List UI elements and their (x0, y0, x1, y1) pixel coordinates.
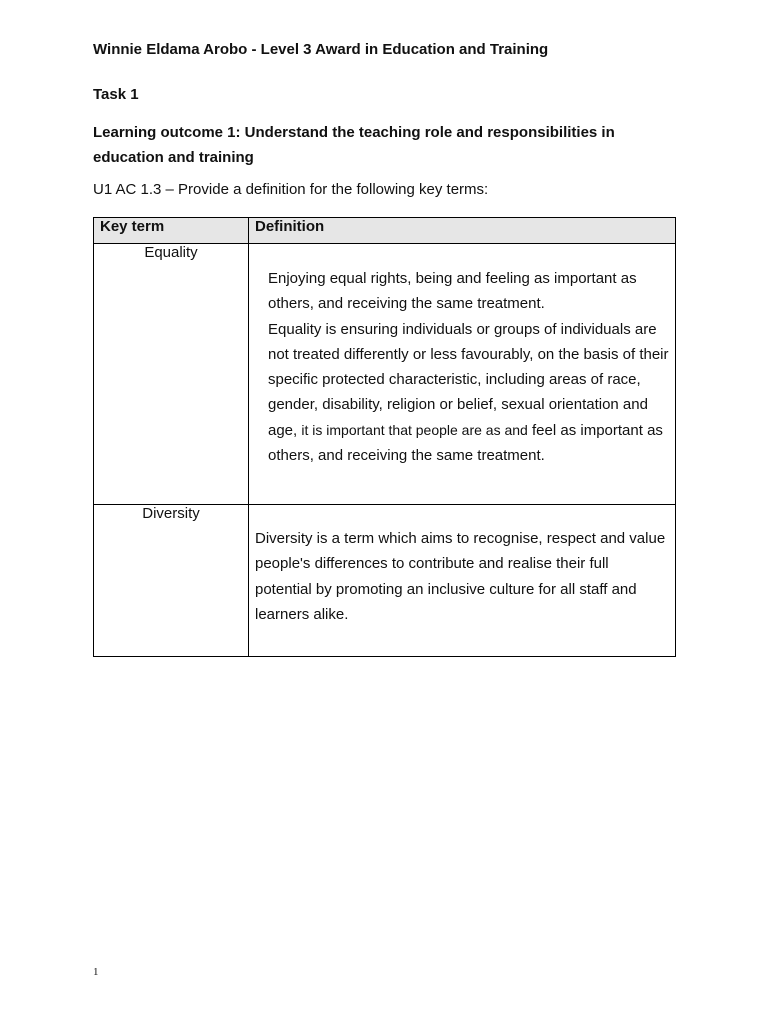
definition-cell-diversity (249, 505, 676, 657)
definition-text-diversity: Diversity is a term which aims to recognise, respect and value people's differences to contribute and realise their full potential by promoting an inclusive culture for all staff and learners alike. (255, 530, 666, 623)
definition-cell-equality (249, 244, 676, 505)
table-row (94, 505, 676, 657)
definition-span: Equality is ensuring individuals or groups of individuals are not treated differently or less favourably, on the basis of their specific protected characteristic, including areas of race, gender, disability, religion or belief, sexual orientation and age, (268, 320, 669, 439)
page-number: 1 (93, 966, 99, 978)
table-header-row (94, 218, 676, 244)
definition-span: feel as important as others, and receiving the same treatment. (268, 421, 663, 465)
key-terms-table (93, 217, 676, 657)
column-header-key-term: Key term (94, 218, 249, 244)
term-cell-diversity: Diversity (94, 505, 249, 657)
definition-span-small: it is important that people are as and (301, 421, 528, 438)
term-cell-equality: Equality (94, 244, 249, 505)
definition-paragraph: Enjoying equal rights, being and feeling as important as others, and receiving the same treatment. (268, 270, 637, 313)
instruction-text: U1 AC 1.3 – Provide a definition for the following key terms: (93, 181, 489, 198)
learning-outcome-heading: Learning outcome 1: Understand the teaching role and responsibilities in education and training (93, 124, 615, 166)
document-title: Winnie Eldama Arobo - Level 3 Award in Education and Training (93, 41, 549, 58)
definition-text-equality (249, 244, 675, 468)
column-header-definition: Definition (249, 218, 676, 244)
definition-paragraph (268, 317, 669, 469)
table-row (94, 244, 676, 505)
task-heading: Task 1 (93, 86, 139, 103)
